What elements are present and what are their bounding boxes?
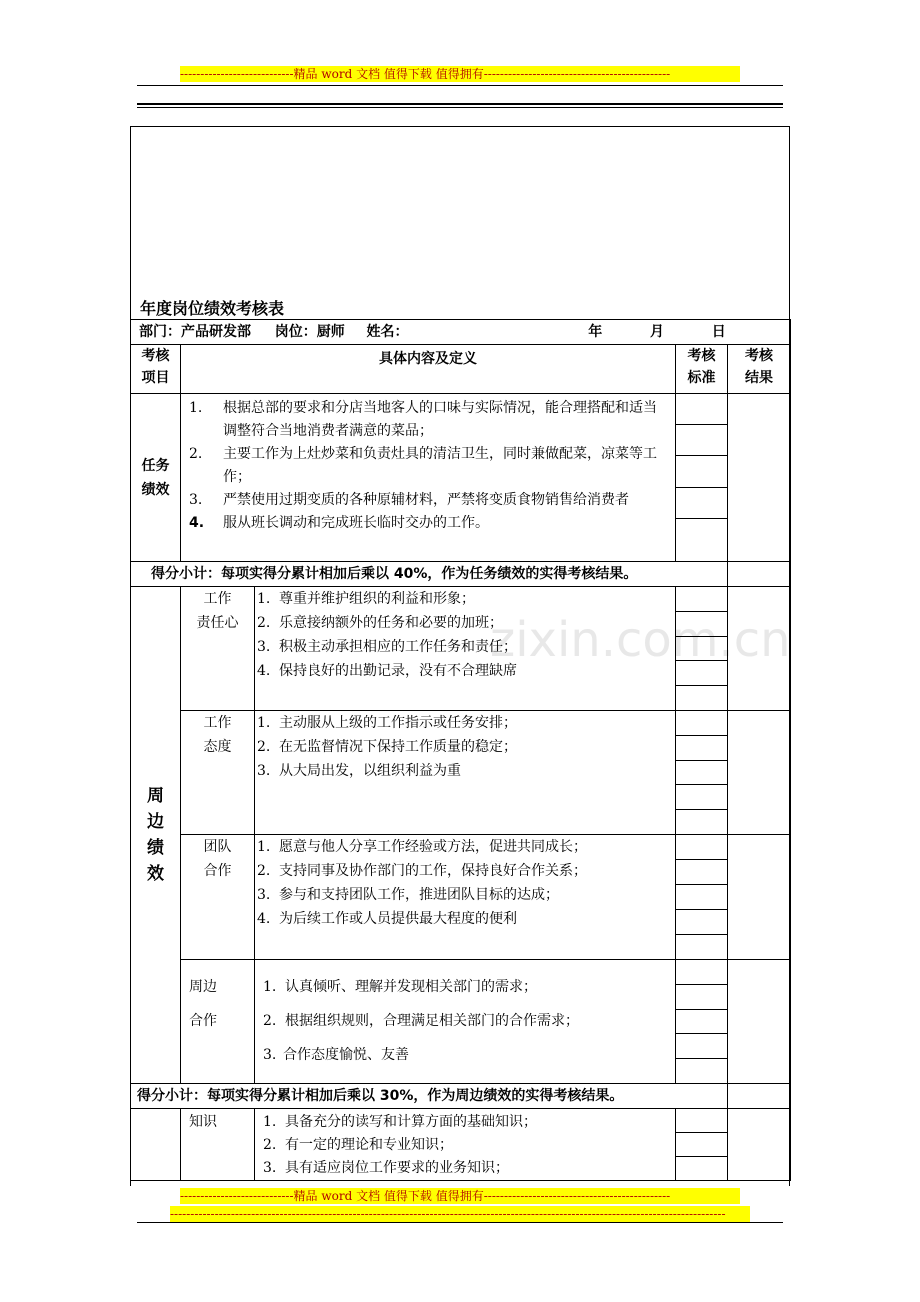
date-year: 年 [588,324,603,340]
cooperation-standard-cells [676,960,728,1084]
peripheral-subtotal-result[interactable] [728,1084,791,1109]
score-cell[interactable] [676,910,727,935]
header-item: 考核 项目 [131,345,181,394]
group-label-attitude: 工作 态度 [181,711,255,835]
peripheral-subtotal: 得分小计：每项实得分累计相加后乘以 30%，作为周边绩效的实得考核结果。 [131,1084,728,1109]
task-result-cell[interactable] [728,394,791,562]
date-day: 日 [711,324,726,340]
header-rule-thick [137,103,783,105]
score-cell[interactable] [676,785,727,810]
list-item: 1. 认真倾听、理解并发现相关部门的需求； [263,979,537,995]
teamwork-result-cell[interactable] [728,835,791,960]
list-item: 2. 乐意接纳额外的任务和必要的加班； [257,615,503,631]
score-cell[interactable] [676,686,727,710]
group-label-knowledge: 知识 [181,1109,255,1181]
group-label-responsibility: 工作 责任心 [181,587,255,711]
group-content-cooperation [255,960,676,1084]
knowledge-row [131,1109,791,1181]
list-item: 4. 为后续工作或人员提供最大程度的便利 [257,911,517,927]
info-row [131,320,791,345]
score-cell[interactable] [676,612,727,637]
cooperation-result-cell[interactable] [728,960,791,1084]
peripheral-row-cooperation [131,960,791,1084]
score-cell[interactable] [676,960,727,985]
dept-label: 部门： [139,324,181,340]
header-banner: ----------------------------精品 word 文档 值得下载 值得拥有---------------------------------------------- [180,66,740,82]
group-content-knowledge [255,1109,676,1181]
score-cell[interactable] [676,885,727,910]
score-cell[interactable] [676,456,727,488]
score-cell[interactable] [676,637,727,661]
header-result: 考核 结果 [728,345,791,394]
responsibility-result-cell[interactable] [728,587,791,711]
list-item: 3. 严禁使用过期变质的各种原辅材料，严禁将变质食物销售给消费者 [189,492,629,508]
knowledge-standard-cells [676,1109,728,1181]
score-cell[interactable] [676,810,727,834]
score-cell[interactable] [676,519,727,561]
score-cell[interactable] [676,425,727,456]
score-cell[interactable] [676,985,727,1010]
score-cell[interactable] [676,1133,727,1157]
score-cell[interactable] [676,1059,727,1083]
score-cell[interactable] [676,935,727,959]
ability-label [131,1109,181,1181]
score-cell[interactable] [676,394,727,425]
list-item: 2. 在无监督情况下保持工作质量的稳定； [257,739,517,755]
task-subtotal: 得分小计：每项实得分累计相加后乘以 40%，作为任务绩效的实得考核结果。 [131,562,728,587]
date-month: 月 [650,324,664,340]
form-title: 年度岗位绩效考核表 [140,299,285,318]
peripheral-label: 周 边 绩 效 [131,587,181,1084]
score-cell[interactable] [676,587,727,612]
task-content [181,394,676,562]
score-cell[interactable] [676,761,727,785]
list-item: 3. 积极主动承担相应的工作任务和责任； [257,639,517,655]
header-row [131,345,791,394]
footer-banner-dashes: ----------------------------------------------------------------------------------------------------------------------------------------- [170,1206,750,1222]
score-cell[interactable] [676,1157,727,1180]
footer-banner: ----------------------------精品 word 文档 值得下载 值得拥有---------------------------------------------- [180,1188,740,1204]
header-rule-thin [137,85,783,86]
list-item: 1. 主动服从上级的工作指示或任务安排； [257,715,517,731]
list-item: 1. 尊重并维护组织的利益和形象； [257,591,475,607]
peripheral-row-attitude [131,711,791,835]
group-content-attitude [255,711,676,835]
list-item: 2. 有一定的理论和专业知识； [263,1137,453,1153]
peripheral-row-responsibility [131,587,791,711]
knowledge-result-cell[interactable] [728,1109,791,1181]
score-cell[interactable] [676,711,727,736]
group-label-cooperation: 周边 合作 [181,960,255,1084]
list-item: 3. 从大局出发，以组织利益为重 [257,763,461,779]
score-cell[interactable] [676,1010,727,1034]
task-standard-cells [676,394,728,562]
peripheral-row-teamwork [131,835,791,960]
watermark: zixin.com.cn [490,612,791,668]
task-subtotal-row [131,562,791,587]
group-label-teamwork: 团队 合作 [181,835,255,960]
list-item: 3. 合作态度愉悦、友善 [263,1047,409,1063]
score-cell[interactable] [676,661,727,686]
score-cell[interactable] [676,835,727,860]
task-performance-row [131,394,791,562]
list-item: 1. 愿意与他人分享工作经验或方法，促进共同成长； [257,839,587,855]
list-item: 3. 具有适应岗位工作要求的业务知识； [263,1160,509,1176]
group-content-responsibility [255,587,676,711]
task-subtotal-result[interactable] [728,562,791,587]
responsibility-standard-cells [676,587,728,711]
list-item: 2. 支持同事及协作部门的工作，保持良好合作关系； [257,863,587,879]
footer-rule [137,1222,783,1223]
header-rule-thin-2 [137,107,783,108]
score-cell[interactable] [676,488,727,519]
score-cell[interactable] [676,860,727,885]
list-item: 4. 服从班长调动和完成班长临时交办的工作。 [189,515,489,531]
group-content-teamwork [255,835,676,960]
attitude-result-cell[interactable] [728,711,791,835]
score-cell[interactable] [676,1034,727,1059]
list-item: 4. 保持良好的出勤记录，没有不合理缺席 [257,663,517,679]
score-cell[interactable] [676,1109,727,1133]
dept-value: 产品研发部 [181,324,251,340]
score-cell[interactable] [676,736,727,761]
attitude-standard-cells [676,711,728,835]
list-item: 2. 根据组织规则，合理满足相关部门的合作需求； [263,1013,579,1029]
name-label: 姓名： [366,324,409,340]
header-standard: 考核 标准 [676,345,728,394]
peripheral-subtotal-row [131,1084,791,1109]
teamwork-standard-cells [676,835,728,960]
assessment-table [130,319,791,1181]
header-content: 具体内容及定义 [181,345,676,394]
position-label: 岗位： [274,324,317,340]
list-item: 2. 主要工作为上灶炒菜和负责灶具的清洁卫生，同时兼做配菜，凉菜等工作； [189,446,657,485]
task-label: 任务 绩效 [131,394,181,562]
list-item: 1. 根据总部的要求和分店当地客人的口味与实际情况，能合理搭配和适当调整符合当地消费者满意的菜品； [189,400,657,439]
position-value: 厨师 [316,324,345,340]
list-item: 1. 具备充分的读写和计算方面的基础知识； [263,1114,537,1130]
list-item: 3. 参与和支持团队工作，推进团队目标的达成； [257,887,559,903]
